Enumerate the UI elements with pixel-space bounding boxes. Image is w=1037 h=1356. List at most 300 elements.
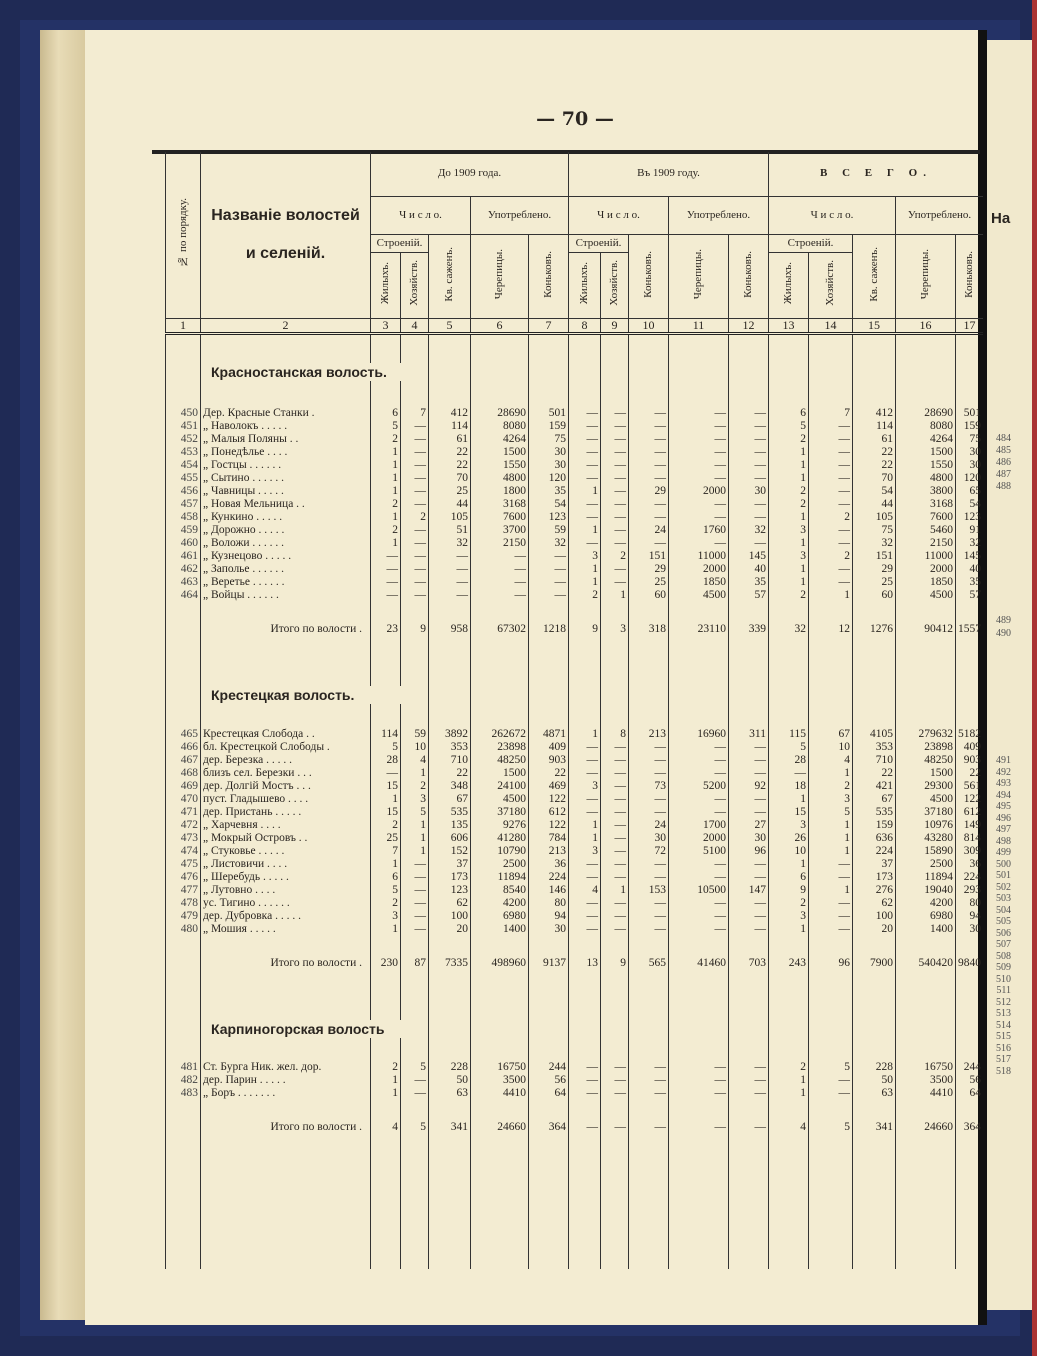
settlement-name: „ Кункино . . . . . xyxy=(201,511,371,524)
cell-value: 22 xyxy=(853,767,896,780)
column-number: 7 xyxy=(529,318,569,333)
settlement-name: „ Новая Мельница . . xyxy=(201,498,371,511)
cell-value: 32 xyxy=(956,537,984,550)
total-label: Итого по волости . xyxy=(201,956,371,970)
cell-value: 1 xyxy=(769,537,809,550)
cell-value: 29 xyxy=(629,563,669,576)
cell-value: — xyxy=(629,459,669,472)
spacer-row xyxy=(166,1134,984,1269)
cell-value: 1 xyxy=(401,832,429,845)
header-name: Названіе волостей и селеній. xyxy=(201,152,371,318)
cell-value: 1 xyxy=(371,472,401,485)
cell-value: — xyxy=(669,472,729,485)
table-row xyxy=(166,407,984,420)
cell-value: — xyxy=(729,858,769,871)
right-page-row-number: 517 xyxy=(996,1054,1011,1065)
cell-value: 91 xyxy=(956,524,984,537)
cell-value: 35 xyxy=(529,485,569,498)
cell-value: 2 xyxy=(371,433,401,446)
cell-value: 5 xyxy=(809,1061,853,1074)
cell-value: 151 xyxy=(629,550,669,563)
header-residential: Жилыхъ. xyxy=(769,252,809,318)
settlement-name: ус. Тигино . . . . . . xyxy=(201,897,371,910)
cell-value: 1 xyxy=(371,537,401,550)
cell-value: — xyxy=(669,498,729,511)
right-page-row-number: 494 xyxy=(996,789,1011,801)
header-ridges: Коньковъ. xyxy=(956,234,984,318)
row-number: 471 xyxy=(166,806,201,819)
cell-value: 50 xyxy=(853,1074,896,1087)
cell-value: — xyxy=(729,923,769,936)
cell-value: 64 xyxy=(956,1087,984,1100)
table-row xyxy=(166,563,984,576)
cell-value: 22 xyxy=(429,446,471,459)
table-row xyxy=(166,589,984,602)
cell-value: 3700 xyxy=(471,524,529,537)
cell-value: 3892 xyxy=(429,728,471,741)
right-page-row-number: 492 xyxy=(996,766,1011,778)
cell-value: — xyxy=(601,524,629,537)
cell-value: 57 xyxy=(729,589,769,602)
settlement-name: дер. Пристань . . . . . xyxy=(201,806,371,819)
cell-value: 64 xyxy=(529,1087,569,1100)
spacer-row xyxy=(166,333,984,363)
column-number: 5 xyxy=(429,318,471,333)
cell-value: — xyxy=(601,1087,629,1100)
header-total: В С Е Г О. xyxy=(769,152,984,196)
cell-value: 561 xyxy=(956,780,984,793)
cell-value: 67 xyxy=(429,793,471,806)
row-number: 467 xyxy=(166,754,201,767)
cell-value: 412 xyxy=(429,407,471,420)
cell-value: 15 xyxy=(371,806,401,819)
cell-value: — xyxy=(669,754,729,767)
total-value: 5 xyxy=(401,1120,429,1134)
cell-value: — xyxy=(809,1074,853,1087)
row-number: 464 xyxy=(166,589,201,602)
right-page-row-number: 514 xyxy=(996,1019,1011,1031)
cell-value: 10 xyxy=(769,845,809,858)
cell-value: — xyxy=(669,910,729,923)
cell-value: — xyxy=(601,819,629,832)
right-page-row-number: 490 xyxy=(996,628,1011,639)
right-page-row-number: 511 xyxy=(996,985,1011,996)
column-number: 3 xyxy=(371,318,401,333)
cell-value: 213 xyxy=(529,845,569,858)
header-tiles: Черепицы. xyxy=(896,234,956,318)
cell-value: — xyxy=(629,420,669,433)
cell-value: 114 xyxy=(853,420,896,433)
cell-value: 151 xyxy=(853,550,896,563)
cell-value: — xyxy=(629,511,669,524)
settlement-name: дер. Березка . . . . . xyxy=(201,754,371,767)
cell-value: 63 xyxy=(853,1087,896,1100)
column-number: 10 xyxy=(629,318,669,333)
cell-value: — xyxy=(601,741,629,754)
cell-value: 11894 xyxy=(896,871,956,884)
header-used: Употреблено. xyxy=(669,196,769,234)
cell-value: 8080 xyxy=(471,420,529,433)
column-number: 15 xyxy=(853,318,896,333)
settlement-name: Крестецкая Слобода . . xyxy=(201,728,371,741)
cell-value: — xyxy=(629,858,669,871)
right-page-row-number: 500 xyxy=(996,858,1011,870)
cell-value: — xyxy=(601,446,629,459)
total-value: 1276 xyxy=(853,622,896,636)
table-row xyxy=(166,576,984,589)
cell-value: — xyxy=(601,498,629,511)
cell-value: 276 xyxy=(853,884,896,897)
table-row xyxy=(166,780,984,793)
row-number: 462 xyxy=(166,563,201,576)
cell-value: — xyxy=(729,793,769,806)
cell-value: 23898 xyxy=(471,741,529,754)
cell-value: 4500 xyxy=(896,589,956,602)
table-row xyxy=(166,420,984,433)
cell-value: — xyxy=(569,537,601,550)
settlement-name: „ Чавницы . . . . . xyxy=(201,485,371,498)
cell-value: — xyxy=(569,793,601,806)
header-residential: Жилыхъ. xyxy=(569,252,601,318)
cell-value: 26 xyxy=(769,832,809,845)
cell-value: 57 xyxy=(956,589,984,602)
right-page-row-number: 491 xyxy=(996,755,1011,766)
cell-value: 1 xyxy=(569,576,601,589)
cell-value: 2150 xyxy=(471,537,529,550)
cell-value: — xyxy=(401,884,429,897)
header-count: Ч и с л о. xyxy=(769,196,896,234)
spacer-row xyxy=(166,936,984,956)
settlement-name: близъ сел. Березки . . . xyxy=(201,767,371,780)
cell-value: 1 xyxy=(809,845,853,858)
header-sq-sazhen: Кв. саженъ. xyxy=(853,234,896,318)
cell-value: 22 xyxy=(429,459,471,472)
total-value: 230 xyxy=(371,956,401,970)
right-page-row-number: 513 xyxy=(996,1008,1011,1019)
total-value: 87 xyxy=(401,956,429,970)
cell-value: 40 xyxy=(729,563,769,576)
cell-value: — xyxy=(809,498,853,511)
cell-value: 32 xyxy=(529,537,569,550)
right-page-row-number: 489 xyxy=(996,615,1011,626)
total-value: 9 xyxy=(569,622,601,636)
cell-value: 50 xyxy=(429,1074,471,1087)
cell-value: — xyxy=(669,446,729,459)
cell-value: — xyxy=(569,910,601,923)
cell-value: — xyxy=(371,767,401,780)
total-label: Итого по волости . xyxy=(201,622,371,636)
cell-value: 3 xyxy=(809,793,853,806)
cell-value: 30 xyxy=(729,832,769,845)
cell-value: 24100 xyxy=(471,780,529,793)
cell-value: — xyxy=(629,433,669,446)
cell-value: 94 xyxy=(956,910,984,923)
cell-value: 1500 xyxy=(471,767,529,780)
cell-value: 70 xyxy=(429,472,471,485)
total-value: 341 xyxy=(429,1120,471,1134)
cell-value: 1700 xyxy=(669,819,729,832)
cell-value: — xyxy=(601,923,629,936)
cell-value: — xyxy=(401,524,429,537)
cell-value: 152 xyxy=(429,845,471,858)
cell-value: — xyxy=(669,407,729,420)
row-number: 458 xyxy=(166,511,201,524)
row-number: 453 xyxy=(166,446,201,459)
cell-value: — xyxy=(729,910,769,923)
cell-value: 535 xyxy=(429,806,471,819)
settlement-name: „ Наволокъ . . . . . xyxy=(201,420,371,433)
right-page-row-number: 497 xyxy=(996,824,1011,835)
cell-value: — xyxy=(729,420,769,433)
cell-value: 159 xyxy=(956,420,984,433)
settlement-name: „ Листовичи . . . . xyxy=(201,858,371,871)
cell-value: — xyxy=(601,1074,629,1087)
cell-value: — xyxy=(601,433,629,446)
cell-value: 262672 xyxy=(471,728,529,741)
table-row xyxy=(166,871,984,884)
cell-value: 3168 xyxy=(896,498,956,511)
cell-value: 4800 xyxy=(471,472,529,485)
cell-value: — xyxy=(669,1061,729,1074)
cell-value: 2 xyxy=(401,511,429,524)
table-row xyxy=(166,498,984,511)
cell-value: 32 xyxy=(729,524,769,537)
cell-value: 15 xyxy=(371,780,401,793)
cell-value: — xyxy=(669,741,729,754)
cell-value: 60 xyxy=(629,589,669,602)
cell-value: — xyxy=(809,459,853,472)
cell-value: 75 xyxy=(956,433,984,446)
cell-value: 4200 xyxy=(896,897,956,910)
cell-value: 37180 xyxy=(471,806,529,819)
cell-value: 5 xyxy=(371,741,401,754)
cell-value: — xyxy=(371,576,401,589)
cell-value: — xyxy=(809,446,853,459)
cell-value: 23898 xyxy=(896,741,956,754)
cell-value: — xyxy=(401,537,429,550)
cell-value: — xyxy=(569,472,601,485)
cell-value: 4 xyxy=(569,884,601,897)
column-number: 11 xyxy=(669,318,729,333)
cell-value: — xyxy=(729,806,769,819)
total-value: 243 xyxy=(769,956,809,970)
cell-value: — xyxy=(809,524,853,537)
cell-value: 612 xyxy=(956,806,984,819)
cell-value: 3800 xyxy=(896,485,956,498)
right-page-row-number: 504 xyxy=(996,904,1011,916)
total-value: 703 xyxy=(729,956,769,970)
header-row-number: № по порядку. xyxy=(166,152,201,318)
cell-value: — xyxy=(601,472,629,485)
cell-value: 1 xyxy=(769,923,809,936)
cell-value: — xyxy=(401,923,429,936)
cell-value: — xyxy=(471,563,529,576)
cell-value: — xyxy=(629,923,669,936)
cell-value: 24 xyxy=(629,524,669,537)
column-number: 6 xyxy=(471,318,529,333)
cell-value: — xyxy=(669,1087,729,1100)
statistics-table xyxy=(165,152,983,1269)
table-row xyxy=(166,1061,984,1074)
header-used: Употреблено. xyxy=(896,196,984,234)
cell-value: 56 xyxy=(529,1074,569,1087)
cell-value: 2 xyxy=(769,498,809,511)
cell-value: — xyxy=(629,910,669,923)
header-before-1909: До 1909 года. xyxy=(371,152,569,196)
total-value: 24660 xyxy=(471,1120,529,1134)
row-number: 455 xyxy=(166,472,201,485)
cell-value: — xyxy=(569,1074,601,1087)
cell-value: — xyxy=(569,511,601,524)
cell-value: 11000 xyxy=(669,550,729,563)
cell-value: — xyxy=(809,858,853,871)
cell-value: 67 xyxy=(809,728,853,741)
cell-value: — xyxy=(601,871,629,884)
settlement-name: „ Малыя Поляны . . xyxy=(201,433,371,446)
spacer-row xyxy=(166,636,984,686)
row-number: 451 xyxy=(166,420,201,433)
table-row xyxy=(166,511,984,524)
cell-value: 120 xyxy=(529,472,569,485)
cell-value: 2 xyxy=(809,550,853,563)
cell-value: 1 xyxy=(401,819,429,832)
cell-value: 100 xyxy=(853,910,896,923)
cell-value: 1400 xyxy=(471,923,529,936)
cell-value: — xyxy=(429,550,471,563)
cell-value: 30 xyxy=(629,832,669,845)
cell-value: 37 xyxy=(429,858,471,871)
cell-value: — xyxy=(429,576,471,589)
cell-value: 2 xyxy=(371,1061,401,1074)
cell-value: 1 xyxy=(569,485,601,498)
cell-value: 96 xyxy=(729,845,769,858)
cell-value: — xyxy=(629,767,669,780)
spacer-row xyxy=(166,704,984,728)
table-row xyxy=(166,858,984,871)
total-value: 5 xyxy=(809,1120,853,1134)
row-number: 459 xyxy=(166,524,201,537)
table-row xyxy=(166,446,984,459)
right-page-row-number: 484 xyxy=(996,433,1011,444)
cell-value: 123 xyxy=(956,511,984,524)
cell-value: 5 xyxy=(371,884,401,897)
cell-value: — xyxy=(401,1074,429,1087)
cell-value: 123 xyxy=(429,884,471,897)
cell-value: 2 xyxy=(371,524,401,537)
cell-value: 213 xyxy=(629,728,669,741)
cell-value: 1 xyxy=(401,845,429,858)
cell-value: — xyxy=(669,511,729,524)
right-page-row-number: 487 xyxy=(996,469,1011,480)
red-edge xyxy=(1032,0,1037,1356)
cell-value: — xyxy=(401,563,429,576)
cell-value: 10976 xyxy=(896,819,956,832)
total-value: 23110 xyxy=(669,622,729,636)
cell-value: 5182 xyxy=(956,728,984,741)
settlement-name: „ Мокрый Островъ . . xyxy=(201,832,371,845)
cell-value: — xyxy=(669,1074,729,1087)
row-number: 468 xyxy=(166,767,201,780)
cell-value: 1 xyxy=(401,767,429,780)
header-farm: Хозяйств. xyxy=(601,252,629,318)
page-number: — 70 — xyxy=(536,108,614,130)
cell-value: 3 xyxy=(769,910,809,923)
cell-value: — xyxy=(809,897,853,910)
cell-value: — xyxy=(809,420,853,433)
header-in-1909: Въ 1909 году. xyxy=(569,152,769,196)
row-number: 465 xyxy=(166,728,201,741)
cell-value: — xyxy=(401,858,429,871)
total-value: 41460 xyxy=(669,956,729,970)
row-number: 457 xyxy=(166,498,201,511)
settlement-name: бл. Крестецкой Слободы . xyxy=(201,741,371,754)
settlement-name: „ Дорожно . . . . . xyxy=(201,524,371,537)
cell-value: — xyxy=(429,589,471,602)
cell-value: 228 xyxy=(853,1061,896,1074)
cell-value: 4264 xyxy=(471,433,529,446)
settlement-name: „ Сытино . . . . . . xyxy=(201,472,371,485)
cell-value: 19040 xyxy=(896,884,956,897)
cell-value: — xyxy=(569,433,601,446)
cell-value: 48250 xyxy=(471,754,529,767)
right-page-row-number: 493 xyxy=(996,778,1011,789)
cell-value: 22 xyxy=(529,767,569,780)
total-value: 12 xyxy=(809,622,853,636)
cell-value: 92 xyxy=(729,780,769,793)
cell-value: — xyxy=(601,407,629,420)
row-number: 460 xyxy=(166,537,201,550)
cell-value: 8540 xyxy=(471,884,529,897)
cell-value: 1 xyxy=(809,819,853,832)
total-value: — xyxy=(729,1120,769,1134)
cell-value: 469 xyxy=(529,780,569,793)
cell-value: 6 xyxy=(371,407,401,420)
cell-value: 1760 xyxy=(669,524,729,537)
cell-value: 20 xyxy=(429,923,471,936)
cell-value: — xyxy=(629,472,669,485)
cell-value: 4200 xyxy=(471,897,529,910)
spacer-row xyxy=(166,381,984,407)
total-value: 339 xyxy=(729,622,769,636)
cell-value: 409 xyxy=(529,741,569,754)
cell-value: — xyxy=(371,589,401,602)
cell-value: 105 xyxy=(429,511,471,524)
right-page-row-number: 488 xyxy=(996,481,1011,492)
cell-value: 7600 xyxy=(896,511,956,524)
cell-value: 62 xyxy=(429,897,471,910)
cell-value: 54 xyxy=(956,498,984,511)
cell-value: 7 xyxy=(371,845,401,858)
header-count: Ч и с л о. xyxy=(371,196,471,234)
settlement-name: Дер. Красные Станки . xyxy=(201,407,371,420)
cell-value: 6 xyxy=(769,871,809,884)
cell-value: 4410 xyxy=(896,1087,956,1100)
settlement-name: дер. Дубровка . . . . . xyxy=(201,910,371,923)
cell-value: — xyxy=(529,589,569,602)
cell-value: 2 xyxy=(371,819,401,832)
cell-value: 2150 xyxy=(896,537,956,550)
cell-value: 3 xyxy=(569,780,601,793)
spacer-row xyxy=(166,602,984,622)
cell-value: — xyxy=(569,459,601,472)
cell-value: 8 xyxy=(601,728,629,741)
cell-value: 28 xyxy=(371,754,401,767)
cell-value: 16960 xyxy=(669,728,729,741)
cell-value: 612 xyxy=(529,806,569,819)
cell-value: 30 xyxy=(529,459,569,472)
cell-value: 20 xyxy=(853,923,896,936)
cell-value: 122 xyxy=(529,793,569,806)
